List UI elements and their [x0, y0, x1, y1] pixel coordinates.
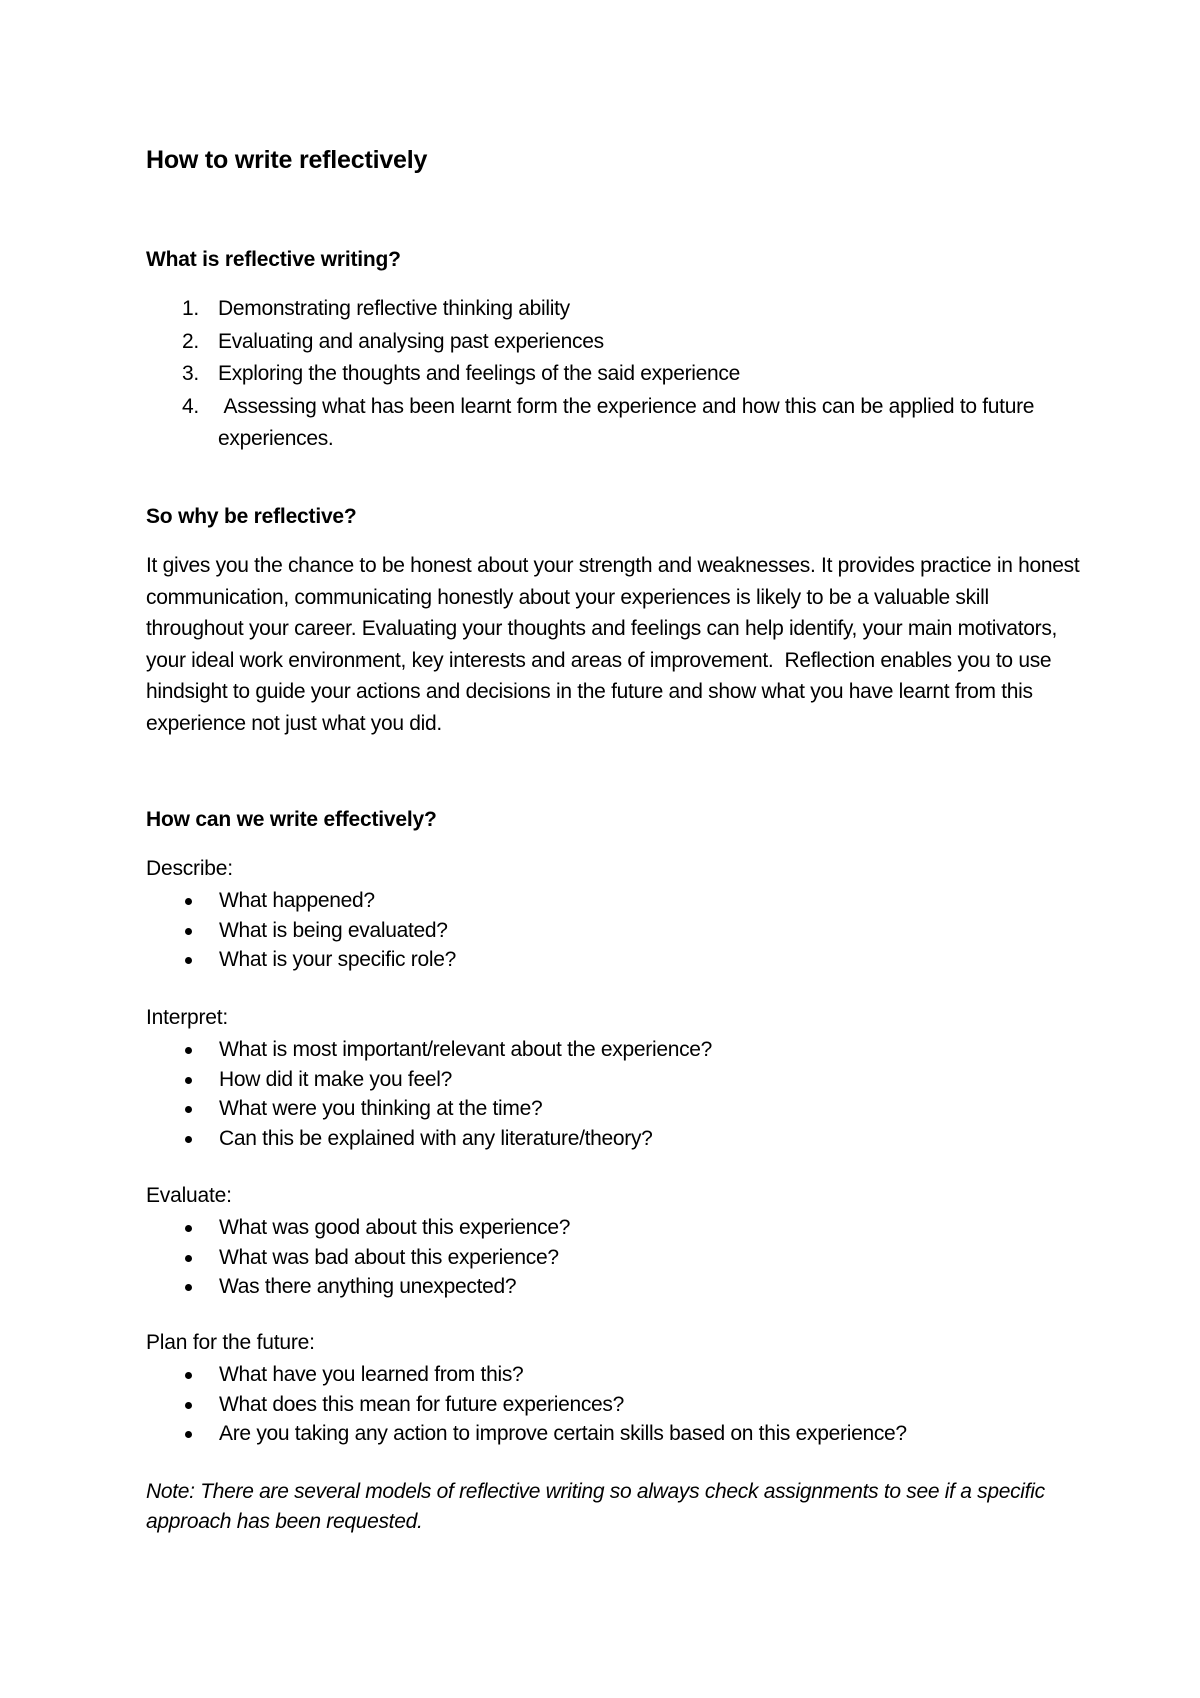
bullet-list-evaluate: [146, 1213, 1086, 1302]
bullet-icon: [185, 1255, 192, 1262]
bullet-icon: [185, 1225, 192, 1232]
list-item: [146, 1360, 1086, 1390]
list-item-text: What were you thinking at the time?: [219, 1097, 543, 1120]
list-item: [146, 391, 1076, 456]
bullet-icon: [185, 1431, 192, 1438]
list-item-text: Evaluating and analysing past experiences: [218, 329, 604, 353]
group-label-plan: Plan for the future:: [146, 1331, 315, 1354]
list-item: [146, 1243, 1086, 1273]
bullet-icon: [185, 1136, 192, 1143]
list-item-text: What was good about this experience?: [219, 1216, 571, 1239]
note-text: Note: There are several models of reflective writing so always check assignments to see if a specific approach has been requested.: [146, 1480, 1045, 1533]
list-item-text: Can this be explained with any literature/theory?: [219, 1126, 653, 1150]
group-label-describe: Describe:: [146, 857, 233, 880]
list-item: [146, 293, 1076, 326]
list-item-text: What was bad about this experience?: [219, 1245, 559, 1269]
list-item: [146, 1272, 1086, 1302]
list-item: [146, 1094, 1086, 1124]
list-item-text: What happened?: [219, 889, 375, 912]
list-item: [146, 358, 1076, 391]
heading-why-be-reflective: So why be reflective?: [146, 505, 357, 528]
list-item-text: Are you taking any action to improve certain skills based on this experience?: [219, 1422, 907, 1445]
page-title: How to write reflectively: [146, 146, 428, 174]
list-number: 1.: [182, 297, 199, 320]
list-number: 2.: [182, 329, 199, 353]
list-item-text: What does this mean for future experiences?: [219, 1392, 624, 1416]
list-item-text: How did it make you feel?: [219, 1067, 452, 1091]
group-label-evaluate: Evaluate:: [146, 1184, 232, 1207]
list-item: [146, 1035, 1086, 1065]
list-item-text: Assessing what has been learnt form the experience and how this can be applied to future experiences.: [218, 394, 1040, 450]
bullet-list-describe: [146, 886, 1086, 975]
bullet-icon: [185, 1402, 192, 1409]
list-item-text: Exploring the thoughts and feelings of the said experience: [218, 362, 740, 385]
list-item-text: What is most important/relevant about the experience?: [219, 1038, 713, 1061]
bullet-icon: [185, 1077, 192, 1084]
bullet-icon: [185, 1106, 192, 1113]
list-item: [146, 326, 1076, 359]
heading-what-is-reflective-writing: What is reflective writing?: [146, 248, 401, 271]
list-item: [146, 886, 1086, 916]
bullet-icon: [185, 1372, 192, 1379]
list-item-text: What is your specific role?: [219, 948, 456, 971]
bullet-icon: [185, 928, 192, 935]
list-item: [146, 1419, 1086, 1449]
bullet-icon: [185, 898, 192, 905]
bullet-list-interpret: [146, 1035, 1086, 1153]
list-item-text: What is being evaluated?: [219, 918, 448, 942]
numbered-list: [146, 293, 1076, 456]
list-item: [146, 1213, 1086, 1243]
bullet-icon: [185, 1284, 192, 1291]
list-item: [146, 916, 1086, 946]
list-number: 3.: [182, 362, 199, 385]
list-item: [146, 945, 1086, 975]
list-item-text: Was there anything unexpected?: [219, 1275, 517, 1298]
group-label-interpret: Interpret:: [146, 1006, 229, 1029]
list-item: [146, 1065, 1086, 1095]
list-item-text: Demonstrating reflective thinking ability: [218, 297, 570, 320]
list-item-text: What have you learned from this?: [219, 1363, 524, 1386]
list-item: [146, 1390, 1086, 1420]
bullet-list-plan: [146, 1360, 1086, 1449]
heading-how-write-effectively: How can we write effectively?: [146, 808, 437, 831]
list-item: [146, 1124, 1086, 1154]
list-number: 4.: [182, 394, 199, 418]
reflective-paragraph: It gives you the chance to be honest about your strength and weaknesses. It provides practice in honest communication, communicating honestly about your experiences is likely to be a valuable skill throughout your career. Evaluating your thoughts and feelings can help identify, your main motivators, your ideal work environment, key interests and areas of improvement. Reflection enables you to use hindsight to guide your actions and decisions in the future and show what you have learnt from this experience not just what you did.: [146, 554, 1085, 735]
bullet-icon: [185, 957, 192, 964]
bullet-icon: [185, 1047, 192, 1054]
